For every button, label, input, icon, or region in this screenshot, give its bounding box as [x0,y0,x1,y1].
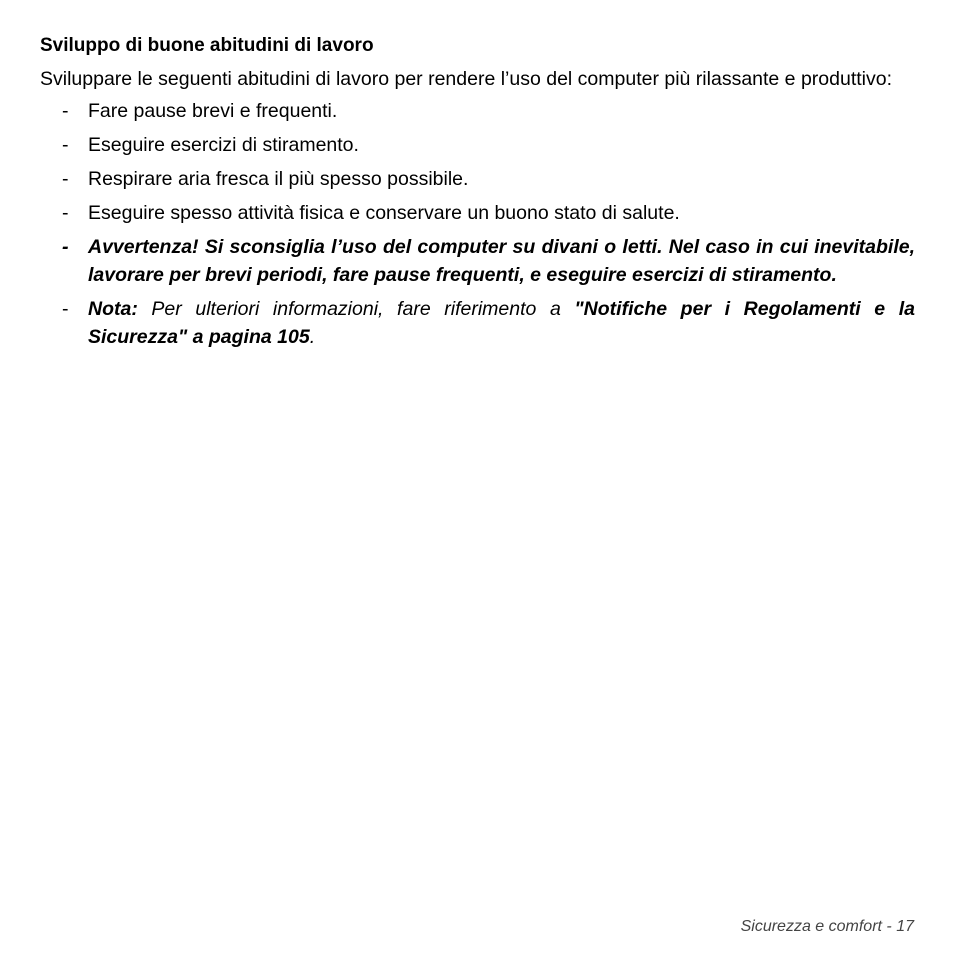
habits-list [40,97,915,351]
list-item [40,131,915,159]
list-bullet: - [62,168,69,190]
list-bullet: - [62,236,69,258]
intro-paragraph: Sviluppare le seguenti abitudini di lavoro per rendere l’uso del computer più rilassante e produttivo: [40,68,893,90]
list-item-text: Respirare aria fresca il più spesso possibile. [88,168,469,190]
note-label: Nota: [88,298,138,320]
warning-item [40,233,915,289]
list-bullet: - [62,202,69,224]
list-bullet: - [62,298,69,320]
note-text: Per ulteriori informazioni, fare riferimento a [137,298,575,320]
list-item-text: Eseguire spesso attività fisica e conservare un buono stato di salute. [88,202,680,224]
list-item [40,97,915,125]
list-bullet: - [62,100,69,122]
warning-text: Avvertenza! Si sconsiglia l’uso del computer su divani o letti. Nel caso in cui inevitabile, lavorare per brevi periodi, fare pause frequenti, e eseguire esercizi di stiramento. [88,236,915,286]
page-footer: Sicurezza e comfort - 17 [740,918,914,935]
note-item [40,295,915,351]
list-bullet: - [62,134,69,156]
page-content [40,32,915,357]
note-end: . [309,326,316,348]
list-item-text: Fare pause brevi e frequenti. [88,100,338,122]
list-item [40,199,915,227]
list-item-text: Eseguire esercizi di stiramento. [88,134,359,156]
list-item [40,165,915,193]
section-heading: Sviluppo di buone abitudini di lavoro [40,35,374,56]
note-reference-link[interactable]: "Notifiche per i Regolamenti e la Sicurezza" a pagina 105 [88,298,915,348]
